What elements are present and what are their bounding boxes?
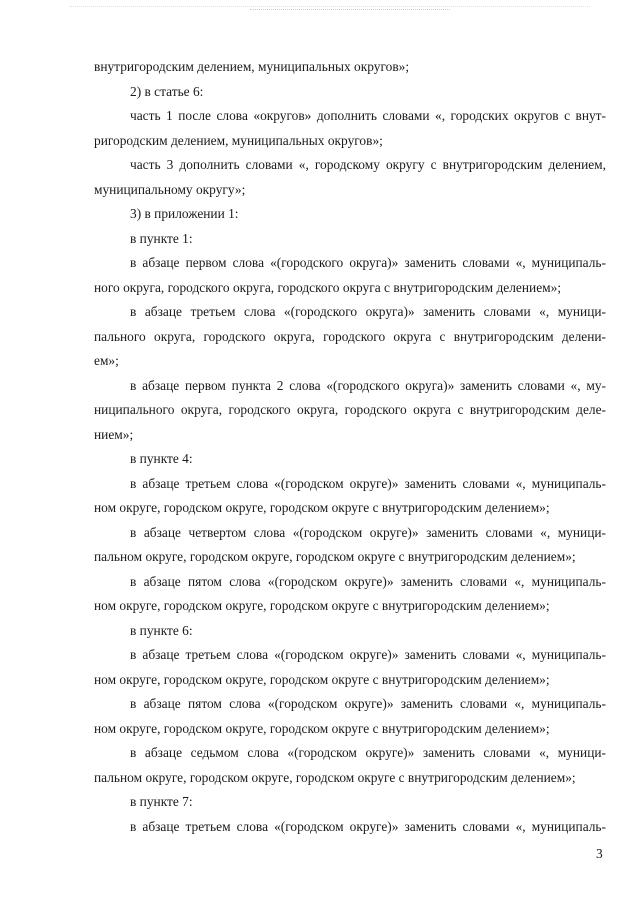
text-line: часть 1 после слова «округов» дополнить словами «, городских округов с внут- bbox=[130, 108, 606, 123]
text-line: в пункте 6: bbox=[130, 622, 193, 638]
text-line: муниципальному округу»; bbox=[94, 181, 246, 197]
text-line: пального округа, городского округа, городского округа с внутригородским делени- bbox=[94, 328, 606, 344]
text-line: внутригородским делением, муниципальных округов»; bbox=[94, 59, 410, 74]
page-number: 3 bbox=[596, 846, 603, 861]
text-line: в абзаце четвертом слова «(городском округе)» заменить словами «, муници- bbox=[130, 524, 606, 540]
text-line: в абзаце третьем слова «(городского округа)» заменить словами «, муници- bbox=[130, 304, 606, 319]
text-line: ном округе, городском округе, городском округе с внутригородским делением»; bbox=[94, 671, 550, 687]
document-body bbox=[94, 55, 606, 839]
text-line: ниципального округа, городского округа, городского округа с внутригородским деле- bbox=[94, 402, 606, 417]
text-line: в пункте 7: bbox=[130, 794, 193, 809]
text-line: пальном округе, городском округе, городском округе с внутригородским делением»; bbox=[94, 769, 576, 785]
text-line: ного округа, городского округа, городского округа с внутригородским делением»; bbox=[94, 279, 562, 295]
text-line: нием»; bbox=[94, 426, 134, 442]
text-line: в абзаце третьем слова «(городском округе)» заменить словами «, муниципаль- bbox=[130, 647, 606, 662]
text-line: в абзаце пятом слова «(городском округе)» заменить словами «, муниципаль- bbox=[130, 696, 606, 711]
text-line: 2) в статье 6: bbox=[130, 83, 204, 99]
text-line: ригородским делением, муниципальных округов»; bbox=[94, 132, 383, 148]
text-line: в абзаце первом пункта 2 слова «(городского округа)» заменить словами «, му- bbox=[130, 377, 606, 393]
text-line: в абзаце пятом слова «(городском округе)» заменить словами «, муниципаль- bbox=[130, 573, 606, 589]
text-line: 3) в приложении 1: bbox=[130, 206, 239, 221]
text-line: в пункте 1: bbox=[130, 230, 193, 246]
text-line: в абзаце первом слова «(городского округа)» заменить словами «, муниципаль- bbox=[130, 255, 606, 270]
text-line: в абзаце третьем слова «(городском округе)» заменить словами «, муниципаль- bbox=[130, 818, 606, 834]
text-line: в пункте 4: bbox=[130, 451, 193, 466]
text-line: часть 3 дополнить словами «, городскому округу с внутригородским делением, bbox=[130, 157, 606, 172]
text-line: ном округе, городском округе, городском округе с внутригородским делением»; bbox=[94, 720, 550, 736]
text-line: в абзаце третьем слова «(городском округе)» заменить словами «, муниципаль- bbox=[130, 475, 606, 491]
scan-artifact bbox=[250, 9, 450, 12]
text-line: ем»; bbox=[94, 353, 119, 368]
text-line: в абзаце седьмом слова «(городском округе)» заменить словами «, муници- bbox=[130, 745, 606, 760]
text-line: ном округе, городском округе, городском округе с внутригородским делением»; bbox=[94, 500, 550, 515]
text-line: ном округе, городском округе, городском округе с внутригородским делением»; bbox=[94, 598, 550, 613]
text-line: пальном округе, городском округе, городском округе с внутригородским делением»; bbox=[94, 549, 576, 564]
